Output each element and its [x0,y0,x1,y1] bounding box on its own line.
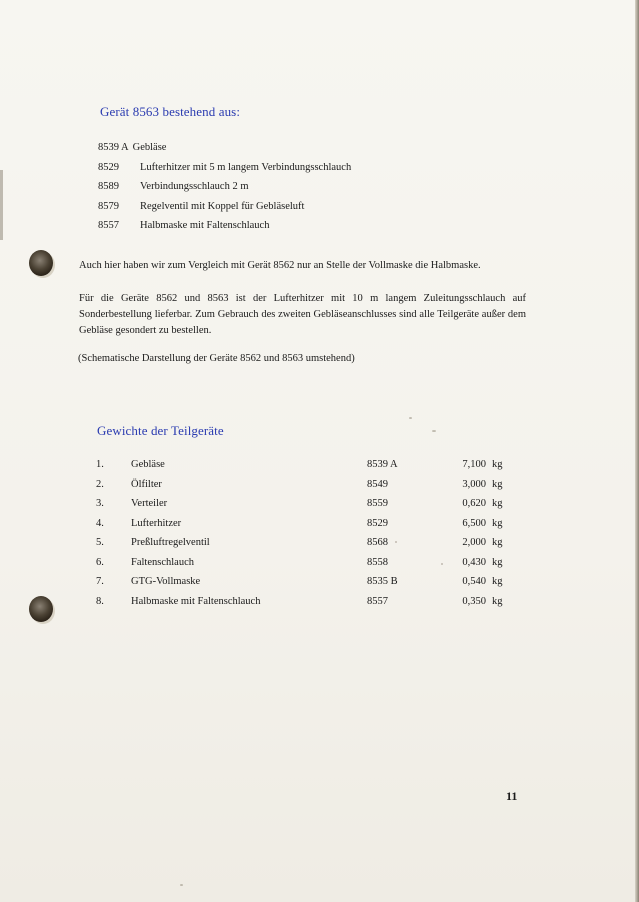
row-weight: 3,000 [462,478,486,490]
row-name: Preßluftregelventil [131,537,210,548]
table-row [96,455,516,475]
binding-mark [0,170,3,240]
row-index: 4. [96,517,104,529]
parts-list-item [98,177,351,197]
scan-speck [432,430,436,432]
row-name: Lufterhitzer [131,517,182,529]
row-code: 8549 [367,478,388,490]
weights-title: Gewichte der Teilgeräte [97,423,224,438]
part-number: 8579 [98,200,119,212]
device-title: Gerät 8563 bestehend aus: [100,104,241,119]
row-name: Faltenschlauch [131,556,194,568]
row-weight: 6,500 [462,517,486,529]
row-unit: kg [492,537,503,548]
table-row [96,572,516,592]
scan-speck [409,417,412,419]
row-code: 8539 A [367,459,398,470]
part-description: Gebläse [132,142,167,153]
part-description: Halbmaske mit Faltenschlauch [140,220,270,231]
row-code: 8568 [367,537,388,548]
row-name: Verteiler [131,498,168,509]
table-row [96,494,516,514]
parts-list-item [98,158,351,178]
table-row [96,592,516,612]
row-index: 8. [96,595,104,607]
page-edge-shadow [635,0,639,902]
part-number: 8539 A [98,142,129,153]
part-number: 8529 [98,161,119,173]
row-unit: kg [492,576,503,587]
row-code: 8558 [367,556,388,568]
parts-list [98,138,351,236]
table-row [96,514,516,534]
row-weight: 0,430 [462,556,486,568]
part-description: Regelventil mit Koppel für Gebläseluft [140,200,305,212]
row-code: 8535 B [367,576,398,587]
table-row [96,533,516,553]
row-unit: kg [492,498,503,509]
row-weight: 0,350 [462,595,486,607]
row-index: 3. [96,498,104,509]
row-unit: kg [492,556,503,568]
scan-speck [180,884,183,886]
paragraph-schematic-note: (Schematische Darstellung der Geräte 8562 und 8563 umstehend) [78,353,355,364]
row-name: Ölfilter [131,478,162,490]
table-row [96,475,516,495]
part-description: Lufterhitzer mit 5 m langem Verbindungsschlauch [140,161,352,173]
parts-list-item [98,138,351,158]
part-number: 8557 [98,220,119,231]
punch-hole-bottom [29,596,53,622]
row-weight: 0,620 [462,498,486,509]
row-code: 8557 [367,595,388,607]
parts-list-item [98,216,351,236]
row-unit: kg [492,459,503,470]
paragraph-comparison: Auch hier haben wir zum Vergleich mit Gerät 8562 nur an Stelle der Vollmaske die Halbmaske. [79,260,481,271]
row-weight: 2,000 [462,537,486,548]
part-number: 8589 [98,181,119,192]
row-index: 7. [96,576,104,587]
row-code: 8529 [367,517,388,529]
part-description: Verbindungsschlauch 2 m [140,181,249,192]
row-unit: kg [492,517,503,529]
row-weight: 0,540 [462,576,486,587]
table-row [96,553,516,573]
row-name: GTG-Vollmaske [131,576,201,587]
row-weight: 7,100 [462,459,486,470]
scan-speck [441,563,443,565]
row-index: 1. [96,459,104,470]
row-index: 2. [96,478,104,490]
row-name: Gebläse [131,459,165,470]
row-unit: kg [492,595,503,607]
scan-speck [395,541,397,543]
row-code: 8559 [367,498,388,509]
page-number: 11 [506,789,518,803]
row-unit: kg [492,478,503,490]
parts-list-item [98,197,351,217]
row-name: Halbmaske mit Faltenschlauch [131,595,261,607]
punch-hole-top [29,250,53,276]
weights-table [96,455,516,611]
paragraph-ordering: Für die Geräte 8562 und 8563 ist der Lufterhitzer mit 10 m langem Zuleitungsschlauch auf Sonderbestellung lieferbar. Zum Gebrauch des zweiten Gebläseanschlusses sind alle Teilgeräte außer dem Gebläse gesondert zu bestellen. [79,293,526,337]
row-index: 5. [96,537,104,548]
row-index: 6. [96,556,104,568]
